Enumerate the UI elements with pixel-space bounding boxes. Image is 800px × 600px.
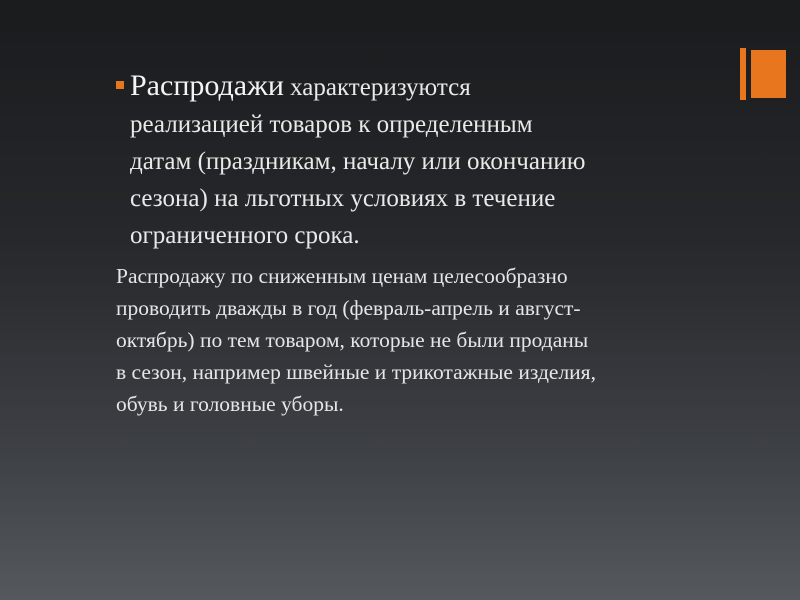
bullet-emphasis: Распродажи bbox=[130, 69, 284, 102]
paragraph-line-2: проводить дважды в год (февраль-апрель и август- bbox=[116, 296, 581, 320]
paragraph-block bbox=[116, 260, 726, 420]
bullet-line-5: ограниченного срока. bbox=[130, 222, 360, 249]
bullet-square-icon bbox=[116, 81, 124, 89]
accent-bar bbox=[740, 48, 746, 100]
accent-box bbox=[751, 50, 786, 98]
paragraph-line-5: обувь и головные уборы. bbox=[116, 392, 344, 416]
bullet-first-line bbox=[116, 67, 736, 106]
paragraph-line-1: Распродажу по сниженным ценам целесообразно bbox=[116, 264, 568, 288]
bullet-text-first bbox=[130, 67, 471, 106]
accent-decoration bbox=[740, 48, 786, 100]
bullet-line-4: сезона) на льготных условиях в течение bbox=[130, 185, 556, 212]
paragraph-line-3: октябрь) по тем товаром, которые не были проданы bbox=[116, 328, 589, 352]
bullet-line-3: датам (праздникам, началу или окончанию bbox=[130, 148, 586, 175]
bullet-line-1: характеризуются bbox=[283, 74, 471, 101]
bullet-block bbox=[116, 67, 736, 254]
paragraph-line-4: в сезон, например швейные и трикотажные изделия, bbox=[116, 360, 596, 384]
bullet-line-2: реализацией товаров к определенным bbox=[130, 111, 533, 138]
